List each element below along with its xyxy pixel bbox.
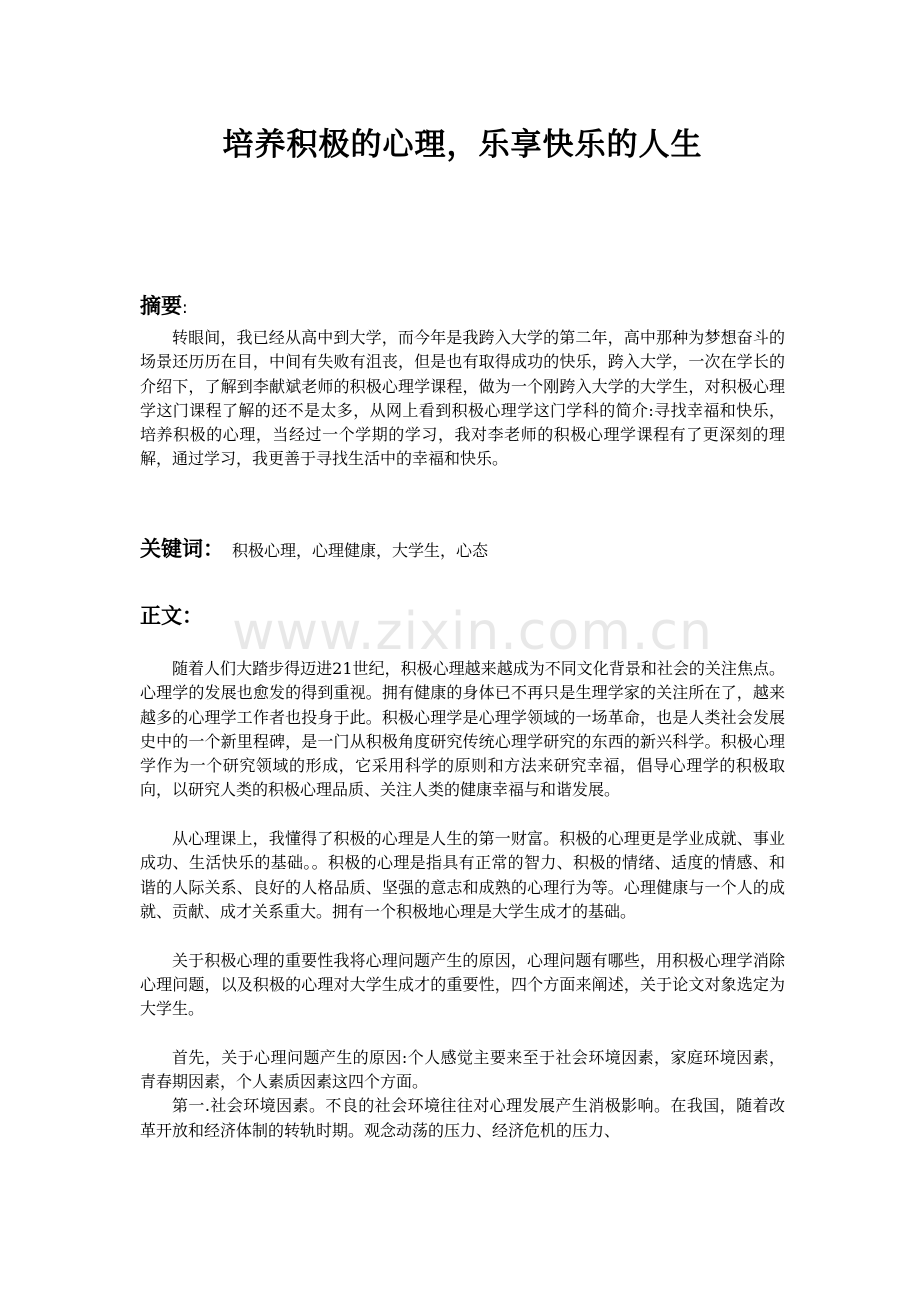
body-paragraph-4: 首先，关于心理问题产生的原因:个人感觉主要来至于社会环境因素，家庭环境因素，青春期因素，个人素质因素这四个方面。 [140,1047,785,1092]
abstract-section [140,326,785,472]
watermark: www.zixin.com.cn [232,602,713,662]
body-paragraph-5: 第一.社会环境因素。不良的社会环境往往对心理发展产生消极影响。在我国，随着改革开放和经济体制的转轨时期。观念动荡的压力、经济危机的压力、 [140,1096,785,1140]
abstract-heading-colon: : [182,298,188,318]
keywords-heading: 关键词： [140,537,224,561]
document-title: 培养积极的心理，乐享快乐的人生 [222,127,703,163]
body-paragraph-2: 从心理课上，我懂得了积极的心理是人生的第一财富。积极的心理更是学业成就、事业成功、生活快乐的基础。。积极的心理是指具有正常的智力、积极的情绪、适度的情感、和谐的人际关系、良好的人格品质、坚强的意志和成熟的心理行为等。心理健康与一个人的成就、贡献、成才关系重大。拥有一个积极地心理是大学生成才的基础。 [140,829,785,921]
keywords-text: 积极心理，心理健康，大学生，心态 [232,541,489,560]
abstract-heading-label: 摘要 [140,294,182,318]
body-heading: 正文： [140,604,203,628]
body-paragraph-3: 关于积极心理的重要性我将心理问题产生的原因，心理问题有哪些，用积极心理学消除心理问题，以及积极的心理对大学生成才的重要性，四个方面来阐述，关于论文对象选定为大学生。 [140,950,785,1019]
abstract-heading [140,290,188,320]
body-section [140,657,785,1143]
body-paragraph-1: 随着人们大踏步得迈进21世纪，积极心理越来越成为不同文化背景和社会的关注焦点。心理学的发展也愈发的得到重视。拥有健康的身体已不再只是生理学家的关注所在了，越来越多的心理学工作者也投身于此。积极心理学是心理学领域的一场革命，也是人类社会发展史中的一个新里程碑，是一门从积极角度研究传统心理学研究的东西的新兴科学。积极心理学作为一个研究领域的形成，它采用科学的原则和方法来研究幸福，倡导心理学的积极取向，以研究人类的积极心理品质、关注人类的健康幸福与和谐发展。 [140,659,785,800]
keywords-line [140,533,488,563]
abstract-paragraph: 转眼间，我已经从高中到大学，而今年是我跨入大学的第二年，高中那种为梦想奋斗的场景还历历在目，中间有失败有沮丧，但是也有取得成功的快乐，跨入大学，一次在学长的介绍下，了解到李献斌老师的积极心理学课程，做为一个刚跨入大学的大学生，对积极心理学这门课程了解的还不是太多，从网上看到积极心理学这门学科的简介:寻找幸福和快乐，培养积极的心理，当经过一个学期的学习，我对李老师的积极心理学课程有了更深刻的理解，通过学习，我更善于寻找生活中的幸福和快乐。 [140,328,785,469]
